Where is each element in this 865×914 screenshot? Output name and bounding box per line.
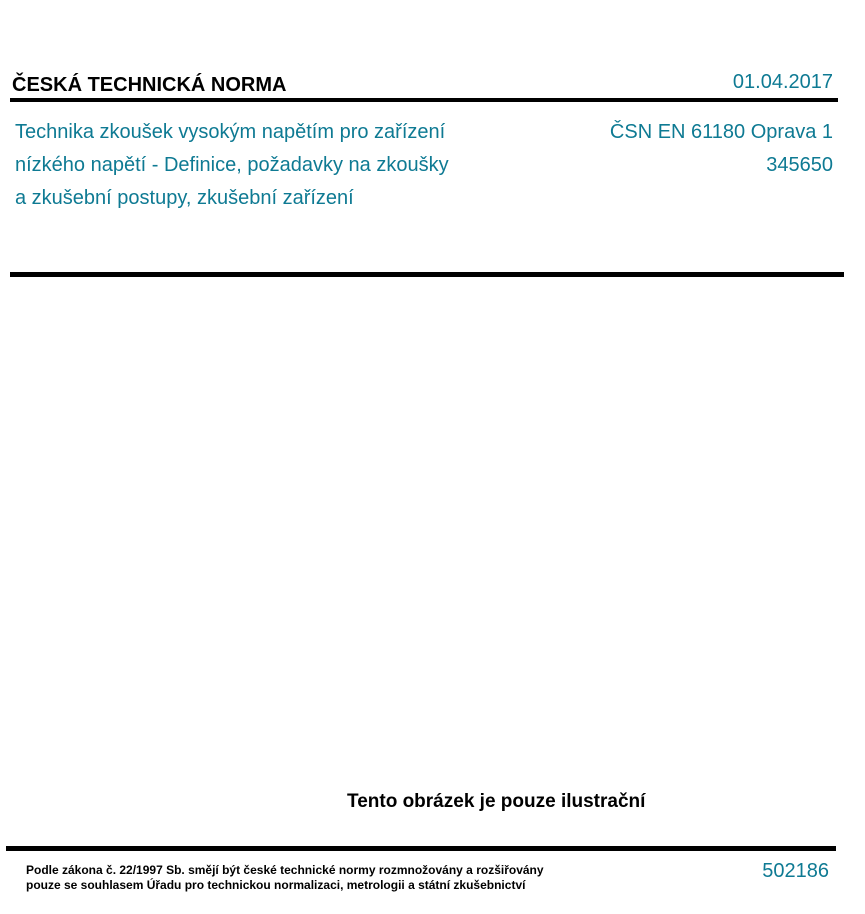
- issue-date: 01.04.2017: [732, 71, 833, 93]
- catalog-number: 502186: [762, 860, 829, 882]
- legal-notice: [26, 863, 544, 893]
- legal-notice-line: pouze se souhlasem Úřadu pro technickou normalizaci, metrologii a státní zkušebnictví: [26, 878, 526, 892]
- title-divider: [10, 272, 844, 277]
- header-divider: [10, 98, 838, 102]
- legal-notice-line: Podle zákona č. 22/1997 Sb. smějí být české technické normy rozmnožovány a rozšiřovány: [26, 863, 544, 877]
- document-title-line: nízkého napětí - Definice, požadavky na zkoušky: [15, 154, 449, 176]
- norm-title: ČESKÁ TECHNICKÁ NORMA: [12, 74, 287, 96]
- standard-code: ČSN EN 61180 Oprava 1: [609, 121, 833, 143]
- document-title-line: a zkušební postupy, zkušební zařízení: [15, 187, 354, 209]
- illustration-note: Tento obrázek je pouze ilustrační: [347, 791, 646, 812]
- footer-divider: [6, 846, 836, 851]
- standard-identifier: [610, 116, 833, 182]
- document-title: [15, 116, 535, 215]
- class-number: 345650: [766, 154, 833, 176]
- document-title-line: Technika zkoušek vysokým napětím pro zařízení: [15, 121, 446, 143]
